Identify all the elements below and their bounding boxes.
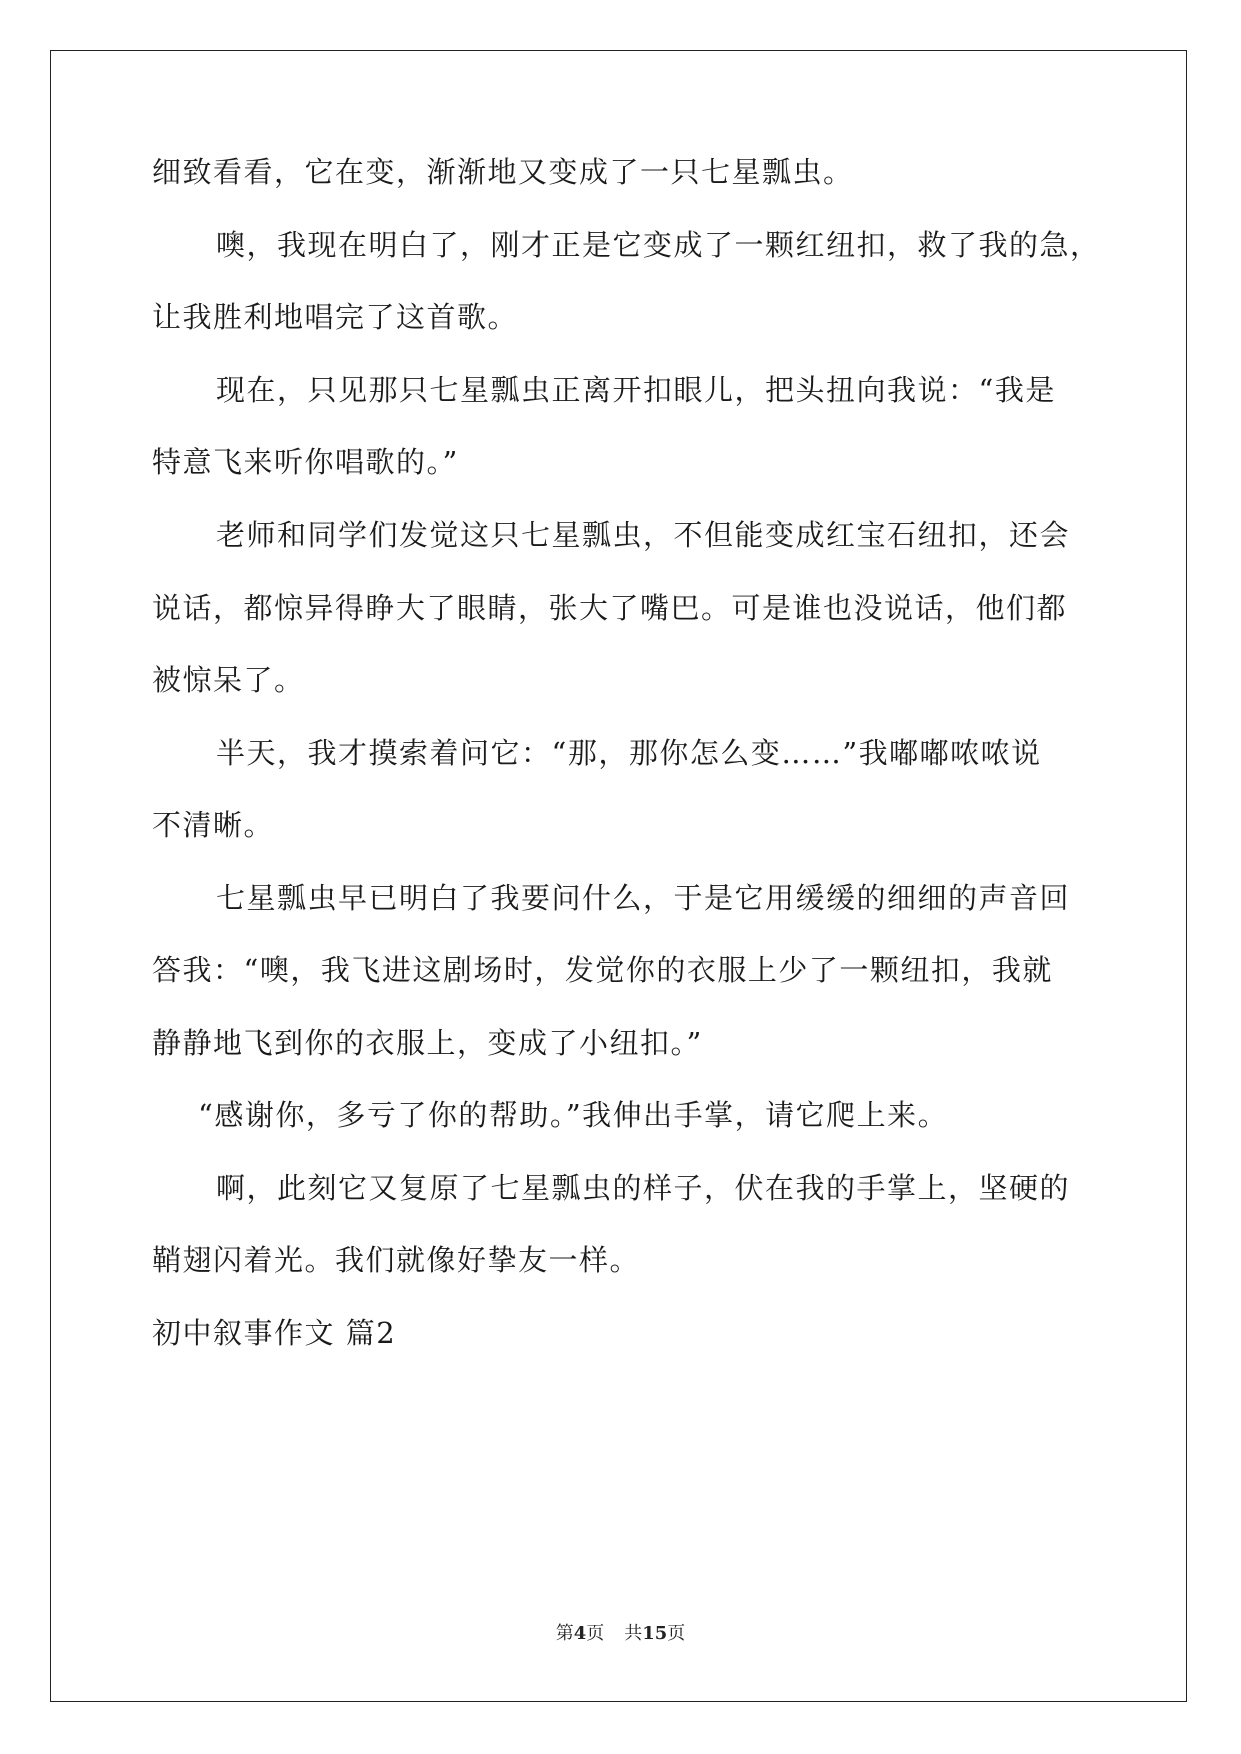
text-line: 老师和同学们发觉这只七星瓢虫，不但能变成红宝石纽扣，还会 (216, 518, 1071, 552)
text-line: 特意飞来听你唱歌的。” (152, 445, 459, 479)
page-total: 15 (642, 1623, 668, 1644)
text-line: 说话，都惊异得睁大了眼睛，张大了嘴巴。可是谁也没说话，他们都 (152, 591, 1068, 625)
text-line: 噢，我现在明白了，刚才正是它变成了一颗红纽扣，救了我的急， (216, 228, 1101, 262)
section-heading: 初中叙事作文 篇2 (152, 1316, 397, 1350)
text-line: 不清晰。 (152, 808, 275, 842)
text-line: 啊，此刻它又复原了七星瓢虫的样子，伏在我的手掌上，坚硬的 (216, 1171, 1071, 1205)
page-number-suffix: 页 (586, 1623, 605, 1644)
page-total-suffix: 页 (667, 1623, 686, 1644)
text-line: 让我胜利地唱完了这首歌。 (152, 300, 519, 334)
text-line: “感谢你，多亏了你的帮助。”我伸出手掌，请它爬上来。 (198, 1098, 949, 1132)
text-line: 七星瓢虫早已明白了我要问什么，于是它用缓缓的细细的声音回 (216, 881, 1071, 915)
text-line: 被惊呆了。 (152, 663, 305, 697)
page-footer (0, 1622, 1241, 1646)
text-line: 细致看看，它在变，渐渐地又变成了一只七星瓢虫。 (152, 155, 854, 189)
page-number-prefix: 第 (555, 1623, 574, 1644)
text-line: 半天，我才摸索着问它：“那，那你怎么变……”我嘟嘟哝哝说 (216, 736, 1042, 770)
text-line: 静静地飞到你的衣服上，变成了小纽扣。” (152, 1026, 703, 1060)
page-number-current: 4 (573, 1623, 587, 1644)
text-line: 鞘翅闪着光。我们就像好挚友一样。 (152, 1243, 641, 1277)
text-line: 答我：“噢，我飞进这剧场时，发觉你的衣服上少了一颗纽扣，我就 (152, 953, 1053, 987)
page-total-prefix: 共 (624, 1623, 643, 1644)
text-line: 现在，只见那只七星瓢虫正离开扣眼儿，把头扭向我说：“我是 (216, 373, 1056, 407)
